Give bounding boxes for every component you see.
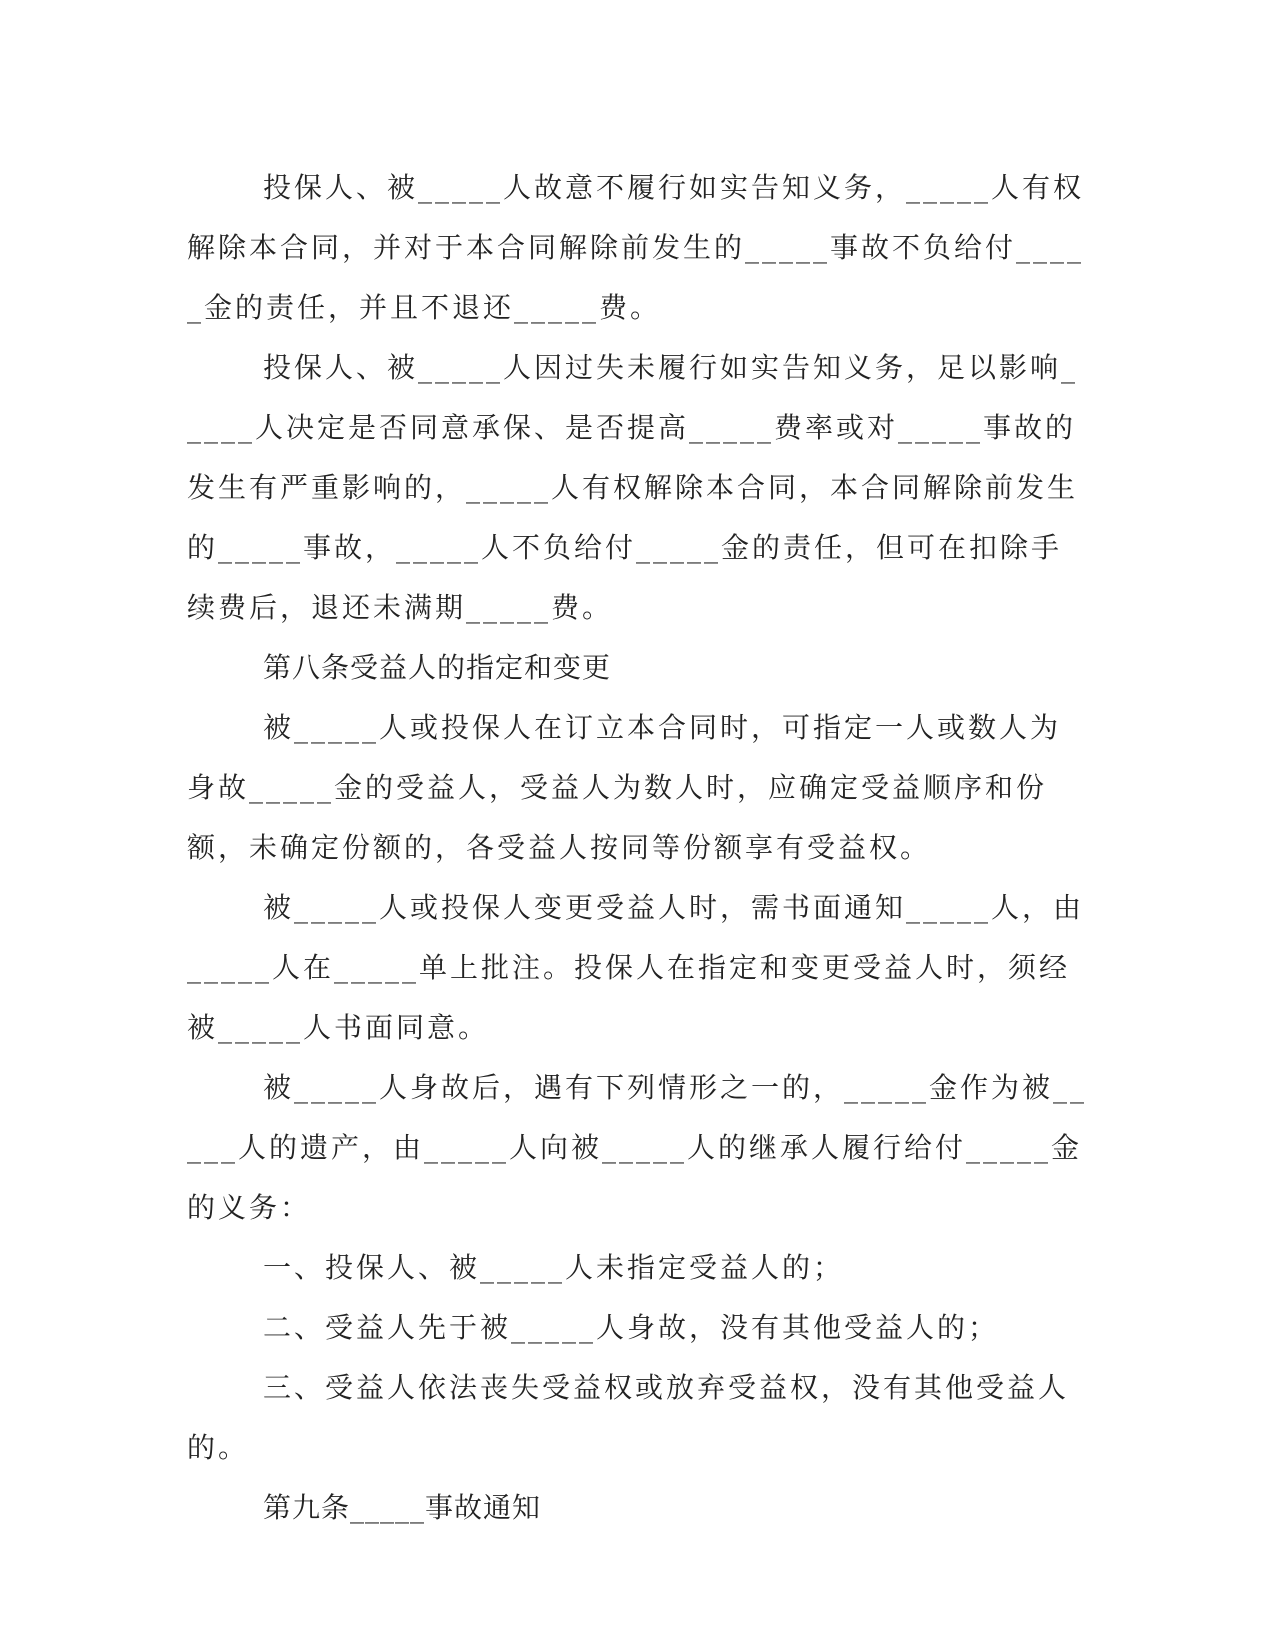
paragraph-beneficiary-change: 被_____人或投保人变更受益人时，需书面通知_____人，由_____人在_____单上批注。投保人在指定和变更受益人时，须经被_____人书面同意。 — [187, 891, 1085, 1044]
paragraph-negligent-nondisclosure: 投保人、被_____人因过失未履行如实告知义务，足以影响_____人决定是否同意承保、是否提高_____费率或对_____事故的发生有严重影响的，_____人有权解除本合同，本合同解除前发生的_____事故，_____人不负给付_____金的责任，但可在扣除手续费后，退还未满期_____费。 — [187, 351, 1079, 624]
paragraph-beneficiary-designation: 被_____人或投保人在订立本合同时，可指定一人或数人为身故_____金的受益人，受益人为数人时，应确定受益顺序和份额，未确定份额的，各受益人按同等份额享有受益权。 — [187, 711, 1062, 864]
list-item-1: 一、投保人、被_____人未指定受益人的； — [263, 1251, 845, 1284]
list-item-3: 三、受益人依法丧失受益权或放弃受益权，没有其他受益人的。 — [187, 1371, 1070, 1464]
article-9-heading: 第九条_____事故通知 — [263, 1491, 542, 1524]
paragraph-estate-conditions: 被_____人身故后，遇有下列情形之一的，_____金作为被_____人的遗产，由_____人向被_____人的继承人履行给付_____金的义务： — [187, 1071, 1088, 1224]
article-8-heading: 第八条受益人的指定和变更 — [263, 651, 612, 684]
paragraph-intentional-nondisclosure: 投保人、被_____人故意不履行如实告知义务，_____人有权解除本合同，并对于本合同解除前发生的_____事故不负给付_____金的责任，并且不退还_____费。 — [187, 171, 1085, 324]
list-item-2: 二、受益人先于被_____人身故，没有其他受益人的； — [263, 1311, 1000, 1344]
document-body — [187, 158, 1087, 1538]
